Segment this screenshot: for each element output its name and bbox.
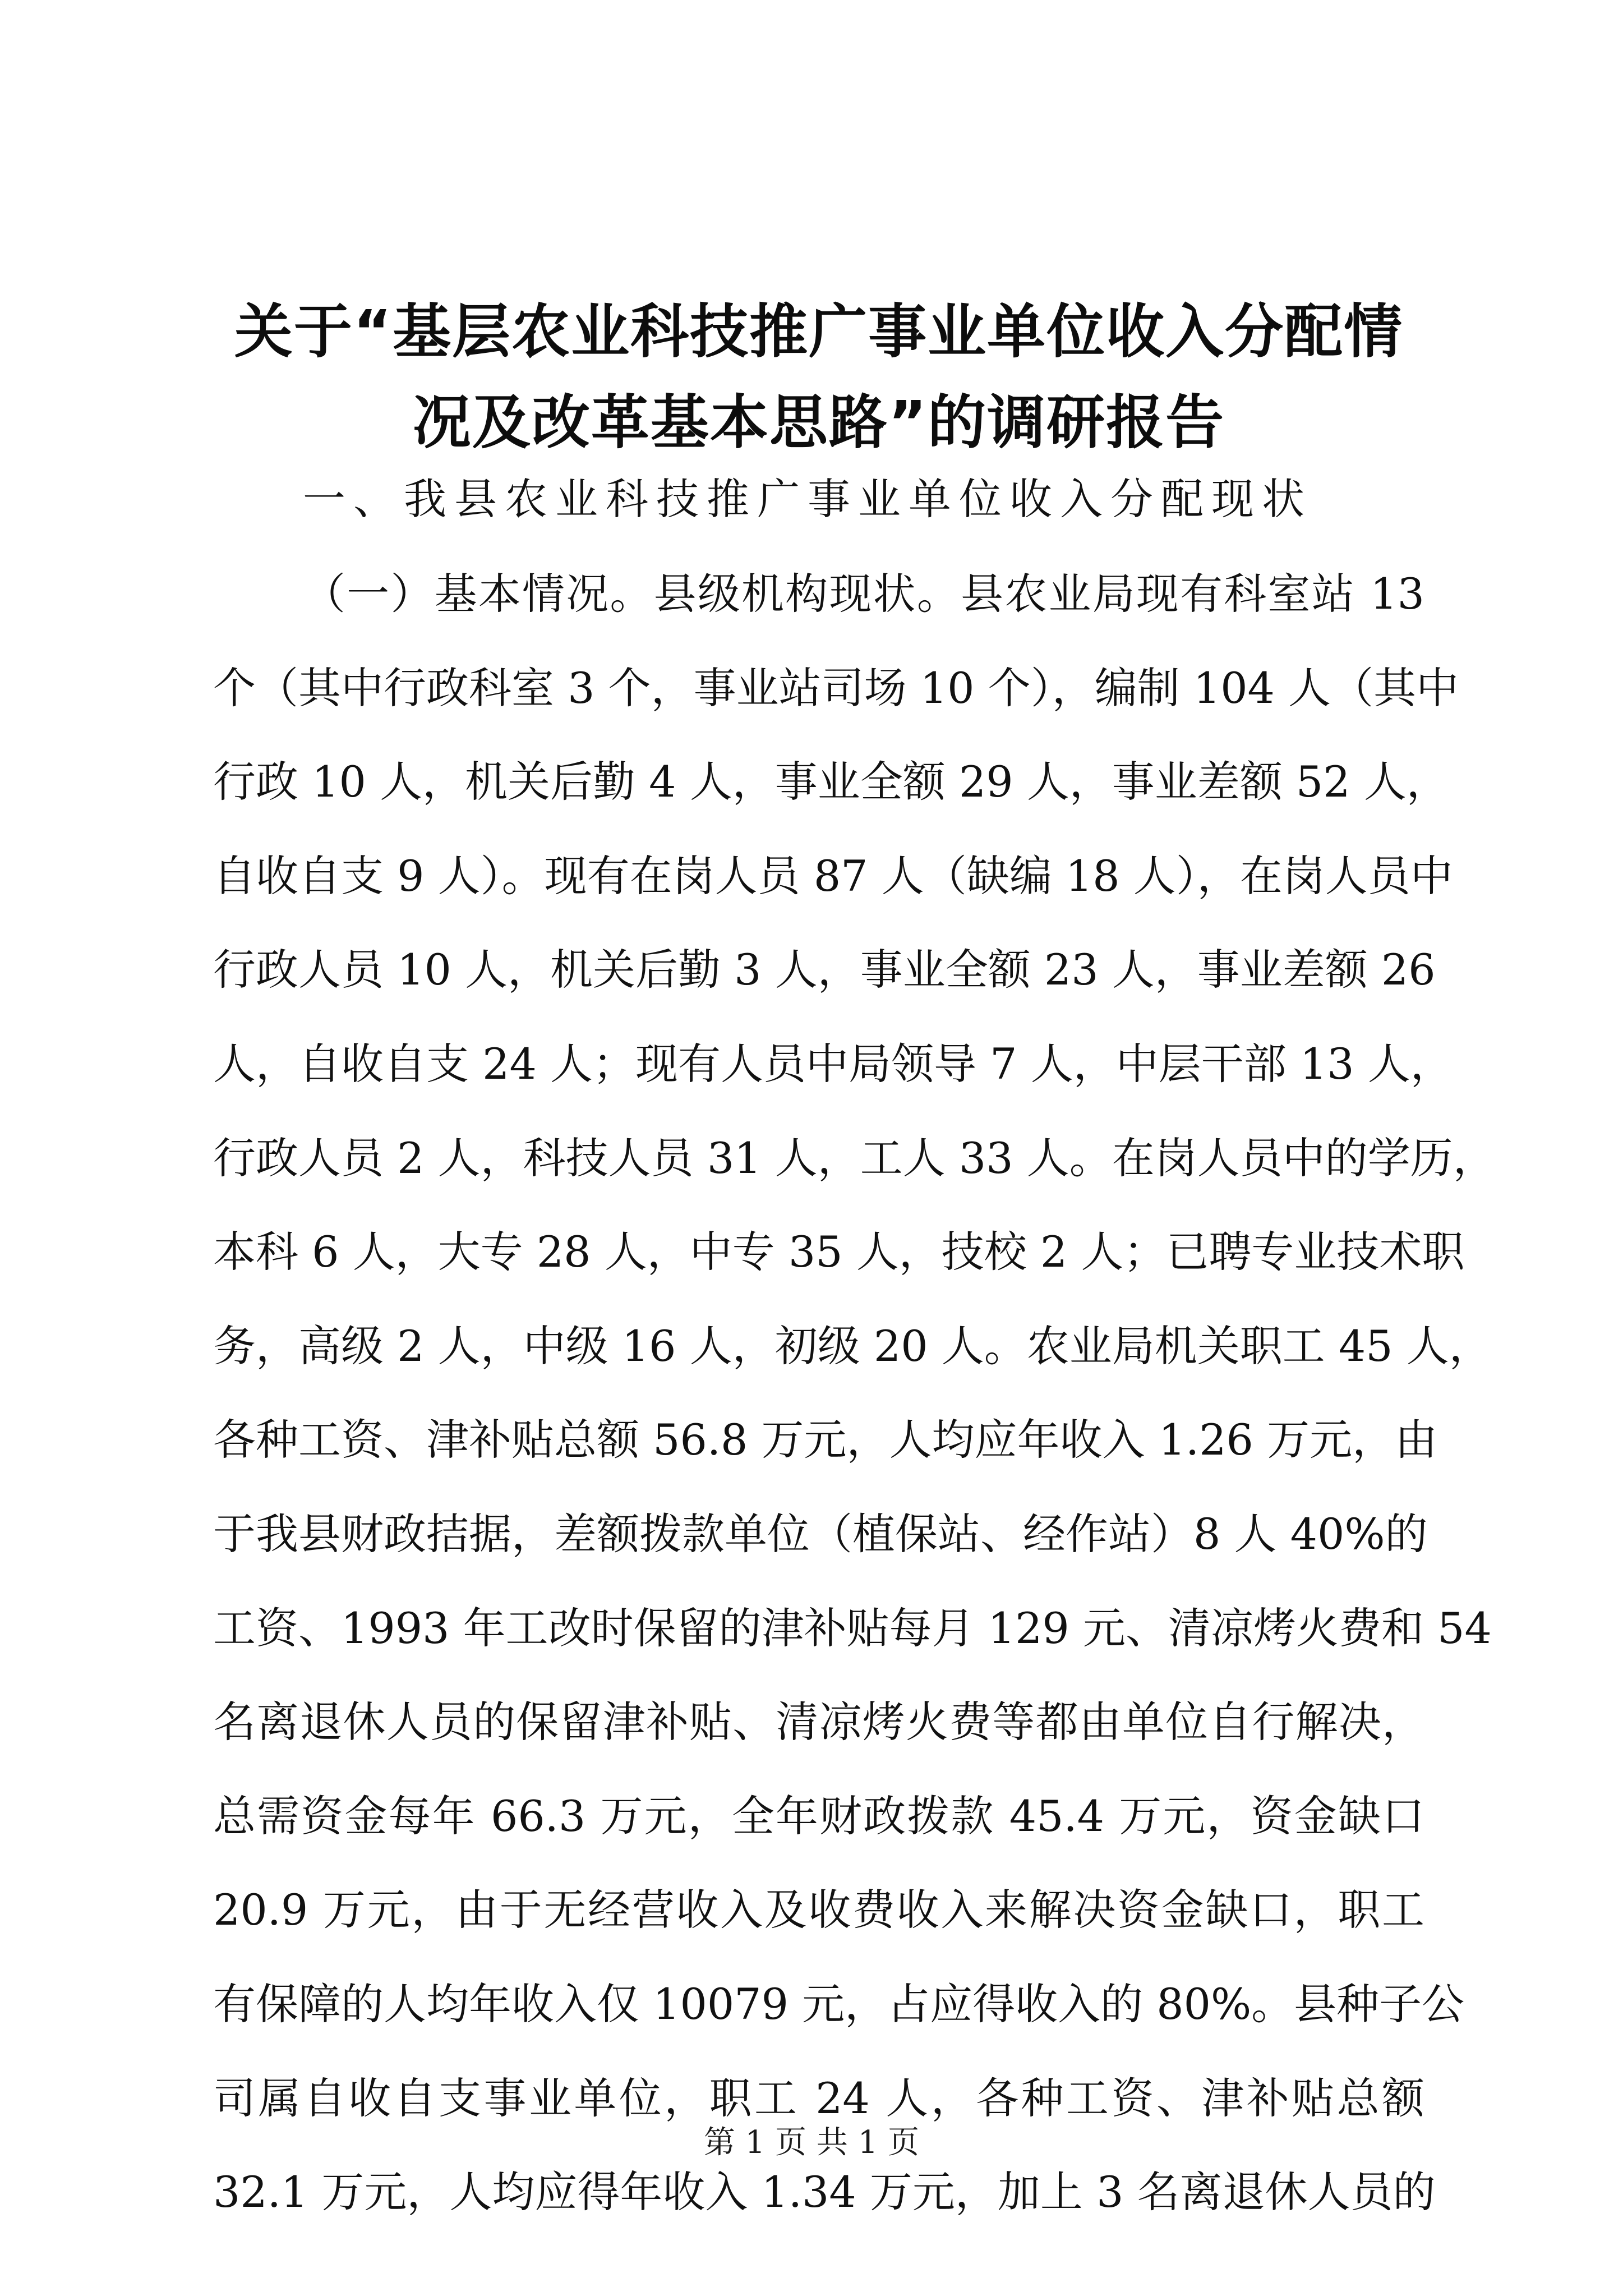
body-line: 20.9 万元，由于无经营收入及收费收入来解决资金缺口，职工 xyxy=(213,1885,1424,1935)
title-line-2: 况及改革基本思路”的调研报告 xyxy=(412,388,1225,457)
body-line: 个（其中行政科室 3 个，事业站司场 10 个），编制 104 人（其中 xyxy=(213,662,1459,713)
body-line: 工资、1993 年工改时保留的津补贴每月 129 元、清凉烤火费和 54 xyxy=(213,1603,1492,1653)
body-line: 务，高级 2 人，中级 16 人，初级 20 人。农业局机关职工 45 人， xyxy=(213,1320,1492,1371)
body-paragraph xyxy=(213,547,1496,2239)
body-line: 行政人员 2 人，科技人员 31 人，工人 33 人。在岗人员中的学历， xyxy=(213,1133,1496,1183)
document-title xyxy=(213,286,1424,468)
title-line-1: 关于“基层农业科技推广事业单位收入分配情 xyxy=(234,297,1404,366)
body-line: 名离退休人员的保留津补贴、清凉烤火费等都由单位自行解决， xyxy=(213,1697,1424,1747)
body-line: 于我县财政拮据，差额拨款单位（植保站、经作站）8 人 40%的 xyxy=(213,1508,1428,1559)
body-line: 行政 10 人，机关后勤 4 人，事业全额 29 人，事业差额 52 人， xyxy=(213,757,1449,807)
body-line: 有保障的人均年收入仅 10079 元，占应得收入的 80%。县种子公 xyxy=(213,1978,1465,2029)
section-heading: 一、我县农业科技推广事业单位收入分配现状 xyxy=(303,474,1312,524)
body-line: 行政人员 10 人，机关后勤 3 人，事业全额 23 人，事业差额 26 xyxy=(213,945,1436,995)
body-line: 司属自收自支事业单位，职工 24 人，各种工资、津补贴总额 xyxy=(213,2073,1424,2123)
body-line: 人，自收自支 24 人；现有人员中局领导 7 人，中层干部 13 人， xyxy=(213,1038,1453,1089)
page-footer: 第 1 页 共 1 页 xyxy=(703,2124,920,2161)
body-line: （一）基本情况。县级机构现状。县农业局现有科室站 13 xyxy=(303,569,1424,619)
body-line: 各种工资、津补贴总额 56.8 万元，人均应年收入 1.26 万元，由 xyxy=(213,1415,1438,1465)
body-line: 总需资金每年 66.3 万元，全年财政拨款 45.4 万元，资金缺口 xyxy=(213,1791,1424,1841)
body-line: 32.1 万元，人均应得年收入 1.34 万元，加上 3 名离退休人员的 xyxy=(213,2167,1436,2217)
body-line: 自收自支 9 人）。现有在岗人员 87 人（缺编 18 人），在岗人员中 xyxy=(213,850,1453,901)
body-line: 本科 6 人，大专 28 人，中专 35 人，技校 2 人；已聘专业技术职 xyxy=(213,1227,1465,1277)
